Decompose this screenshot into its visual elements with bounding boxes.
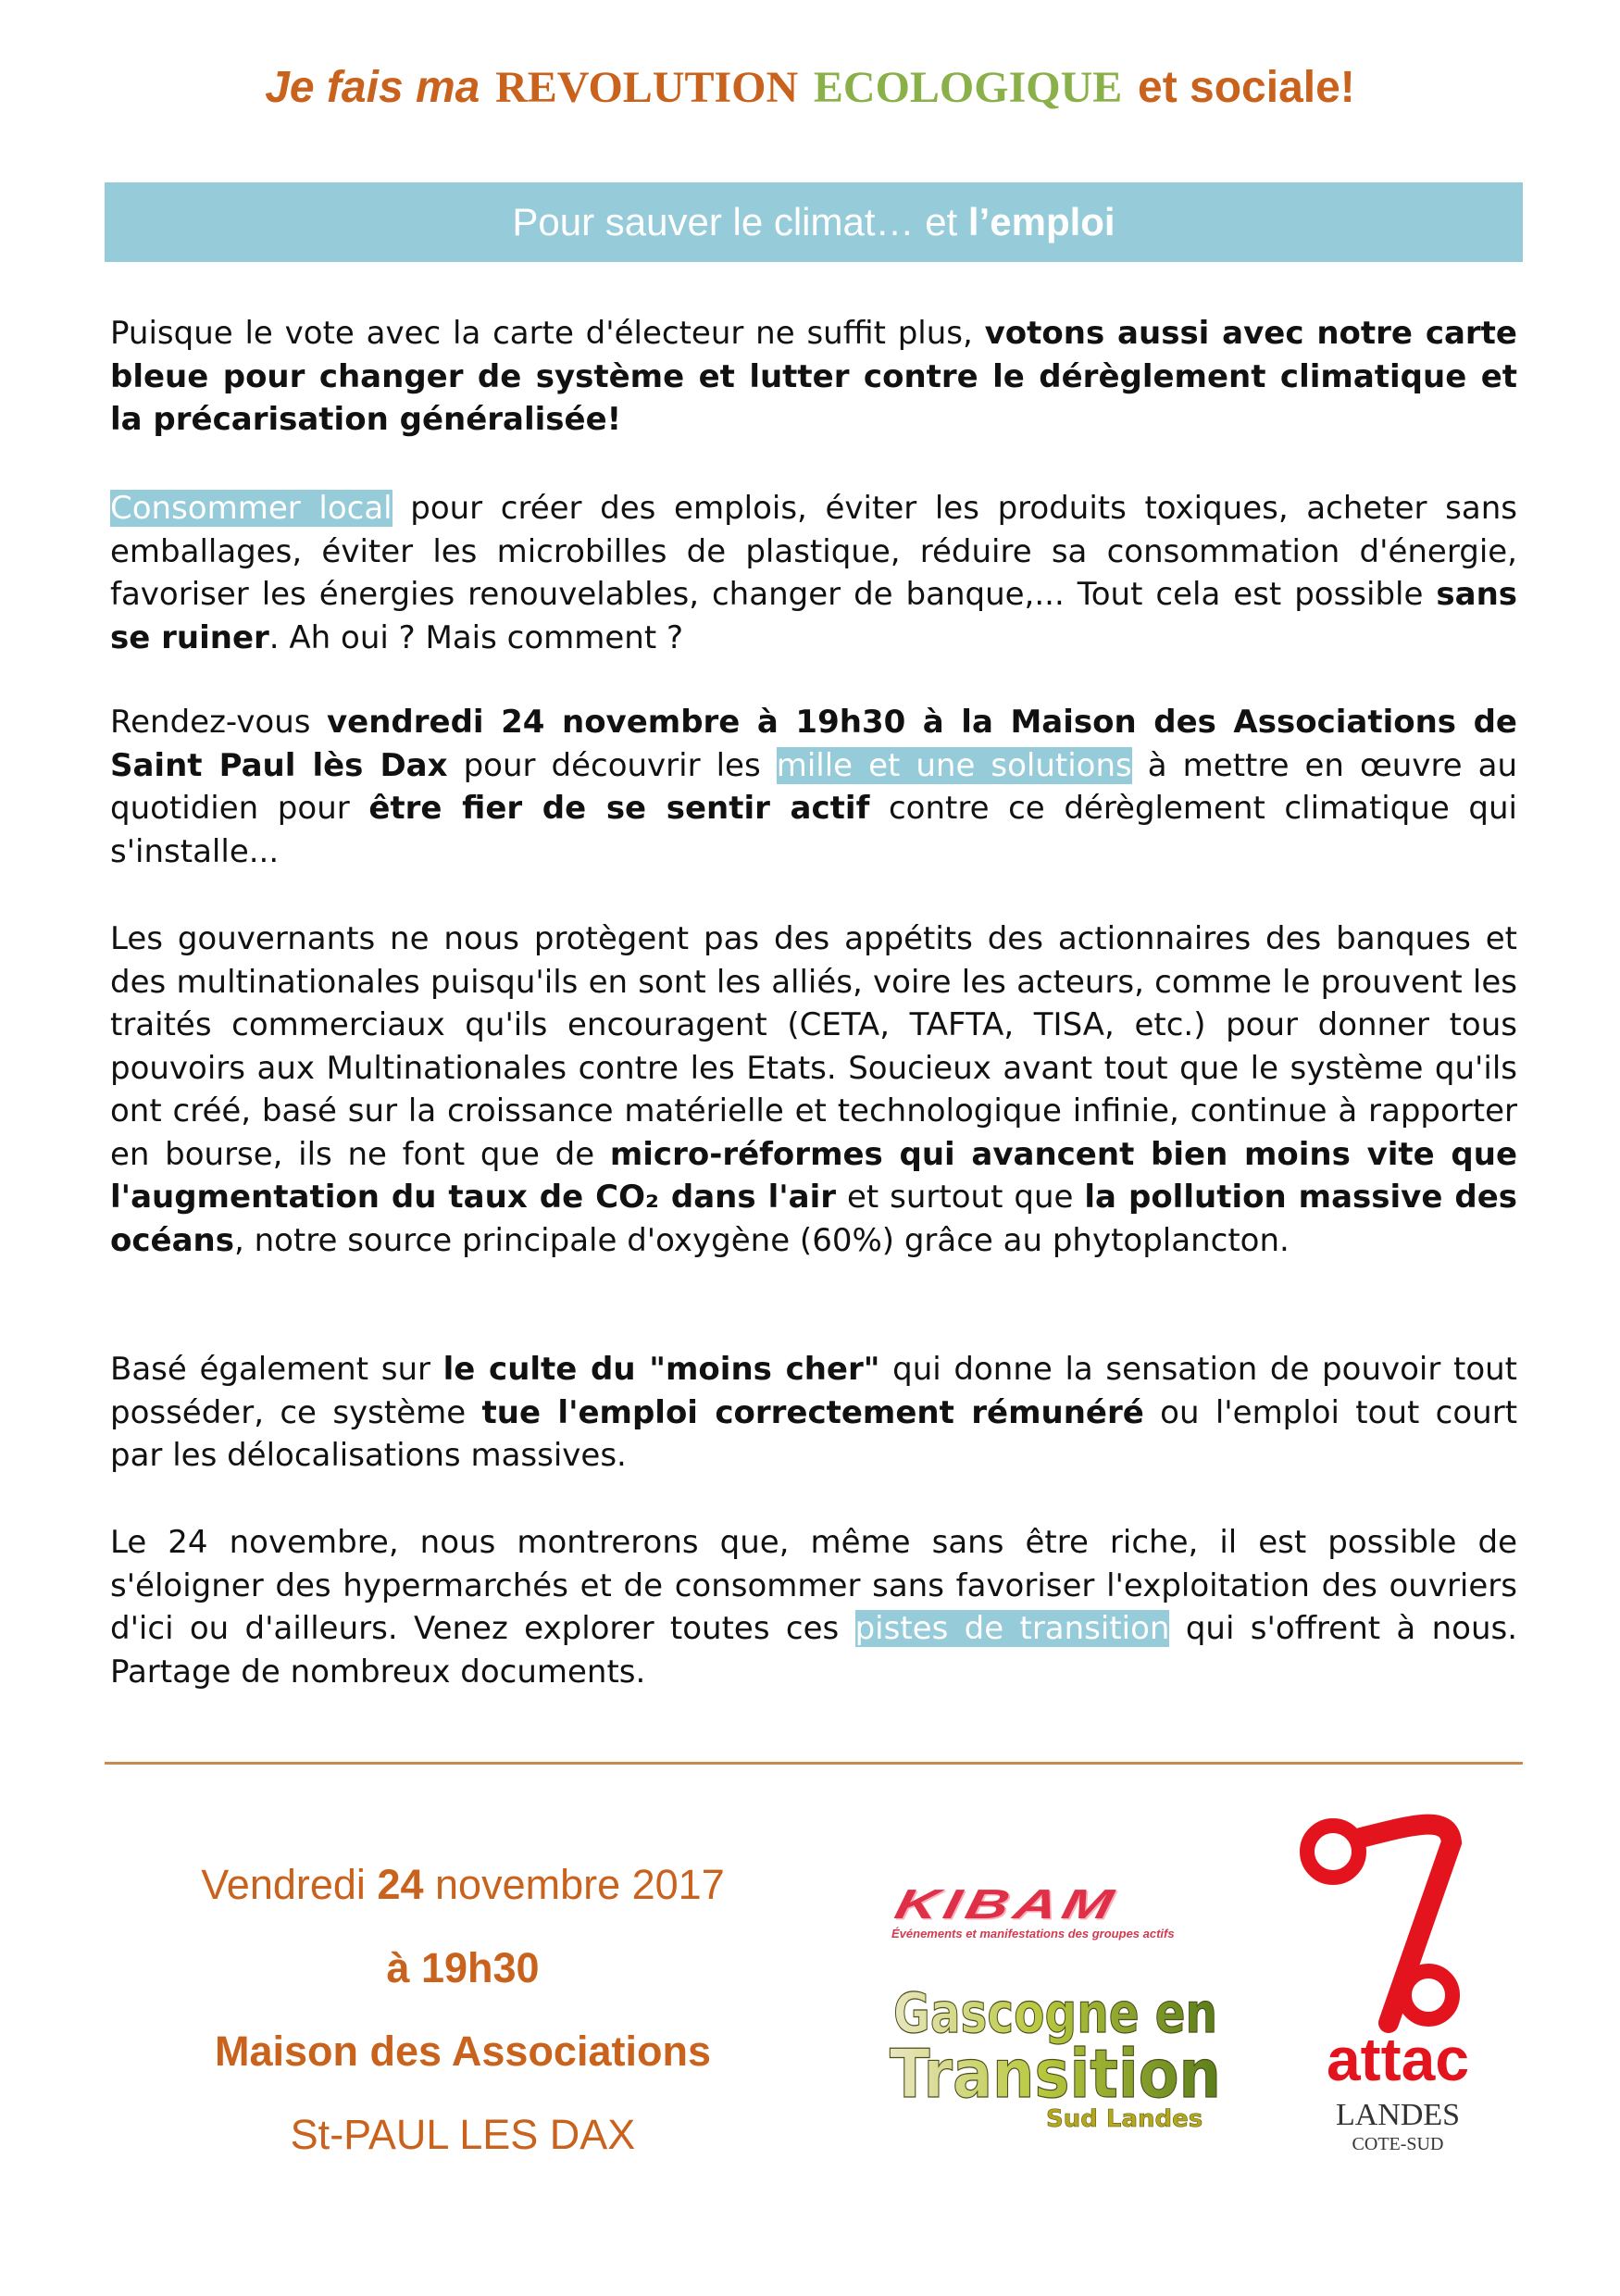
p6-text-a: Le 24 novembre, nous montrerons que, même sans être riche, il est possible de s'éloigner des hypermarchés et de consommer sans favoriser l'exploitation des ouvriers d'ici ou d'ailleurs. Venez explorer toutes ces (110, 1524, 1517, 1647)
highlight-consommer-local: Consommer local (110, 490, 393, 527)
subtitle-banner (105, 182, 1523, 262)
paragraph-4 (110, 917, 1517, 1262)
p5-text-c: qui donne la sensation de pouvoir tout posséder, ce système (110, 1351, 1518, 1431)
p2-text: pour créer des emplois, éviter les produits toxiques, acheter sans emballages, éviter les microbilles de plastique, réduire sa consommation d'énergie, favoriser les énergies renouvelables, changer de banque,... Tout cela est possible (110, 490, 1517, 613)
event-date (130, 1861, 796, 1909)
p4-text-c: et surtout que (846, 1179, 1074, 1216)
paragraph-2 (110, 487, 1517, 659)
p3-text-d: à mettre en œuvre au quotidien pour (110, 746, 1518, 827)
attac-logo (1296, 1805, 1500, 2157)
attac-percent-top-circle (1307, 1826, 1359, 1878)
p3-text-c: pour découvrir les (463, 746, 761, 784)
event-city: St-PAUL LES DAX (290, 2111, 636, 2158)
event-time: à 19h30 (386, 1944, 540, 1991)
gascogne-line1: Gascogne en (893, 1981, 1217, 2046)
headline-part1: Je fais ma (265, 63, 480, 112)
kibam-logo (891, 1866, 1225, 1940)
p3-bold-date: vendredi 24 novembre à 19h30 à la Maison des Associations de Saint Paul lès Dax (110, 704, 1517, 784)
p1-text: Puisque le vote avec la carte d'électeur ne suffit plus, (110, 315, 973, 352)
banner-text: Pour sauver le climat… et (512, 200, 958, 243)
attac-region: LANDES (1335, 2098, 1461, 2132)
headline-ecologique: ECOLOGIQUE (813, 63, 1123, 112)
paragraph-1 (110, 312, 1517, 442)
gascogne-line3: Sud Landes (1046, 2105, 1203, 2133)
p4-bold-reformes: micro-réformes qui avancent bien moins vite que l'augmentation du taux de CO₂ dans l'air (110, 1135, 1518, 1216)
p2-text-end: . Ah oui ? Mais comment ? (268, 618, 684, 656)
highlight-pistes-transition: pistes de transition (854, 1610, 1170, 1647)
paragraph-5 (110, 1348, 1517, 1478)
p1-bold: votons aussi avec notre carte bleue pour changer de système et lutter contre le dérèglement climatique et la précarisation généralisée! (110, 315, 1517, 438)
p5-text-e: ou l'emploi tout court par les délocalisations massives. (110, 1393, 1518, 1474)
highlight-mille-solutions: mille et une solutions (776, 746, 1132, 784)
attac-wordmark: attac (1326, 2025, 1470, 2093)
p3-text-f: contre ce dérèglement climatique qui s'installe... (110, 790, 1517, 870)
p5-bold-emploi: tue l'emploi correctement rémunéré (481, 1393, 1144, 1431)
paragraph-6 (110, 1521, 1517, 1693)
kibam-wordmark: KIBAM (891, 1880, 1123, 1928)
event-date-number: 24 (377, 1861, 424, 1908)
paragraph-3 (110, 701, 1517, 873)
attac-percent-bottom-circle (1404, 1971, 1452, 2019)
headline-sociale: et sociale! (1138, 63, 1355, 112)
event-day: Vendredi (201, 1861, 366, 1908)
gascogne-transition-logo (884, 1967, 1236, 2152)
p2-bold: sans se ruiner (110, 576, 1518, 656)
event-venue: Maison des Associations (215, 2028, 711, 2075)
p4-text-a: Les gouvernants ne nous protègent pas des appétits des actionnaires des banques et des multinationales puisqu'ils en sont les alliés, voire les acteurs, comme le prouvent les traités commerciaux qu'ils encouragent (CETA, TAFTA, TISA, etc.) pour donner tous pouvoirs aux Multinationales contre les Etats. Soucieux avant tout que le système qu'ils ont créé, basé sur la croissance matérielle et technologique infinie, continue à rapporter en bourse, ils ne font que de (110, 920, 1517, 1173)
divider (105, 1762, 1523, 1765)
p3-text-a: Rendez-vous (110, 704, 311, 741)
headline (0, 61, 1620, 113)
attac-sub: COTE-SUD (1352, 2134, 1444, 2154)
kibam-tagline: Événements et manifestations des groupes actifs (891, 1927, 1175, 1940)
p4-text-e: , notre source principale d'oxygène (60%) grâce au phytoplancton. (233, 1221, 1290, 1259)
headline-revolution: REVOLUTION (495, 63, 799, 112)
p6-text-b: qui s'offrent à nous. Partage de nombreux documents. (110, 1610, 1518, 1691)
p5-text-a: Basé également sur (110, 1351, 430, 1388)
p3-bold-actif: être fier de se sentir actif (368, 790, 870, 827)
event-month-year: novembre 2017 (435, 1861, 725, 1908)
banner-bold: l’emploi (967, 200, 1115, 243)
p5-bold-culte: le culte du "moins cher" (442, 1351, 880, 1388)
gascogne-line2: Transition (890, 2035, 1221, 2113)
p4-bold-pollution: la pollution massive des océans (110, 1179, 1517, 1259)
